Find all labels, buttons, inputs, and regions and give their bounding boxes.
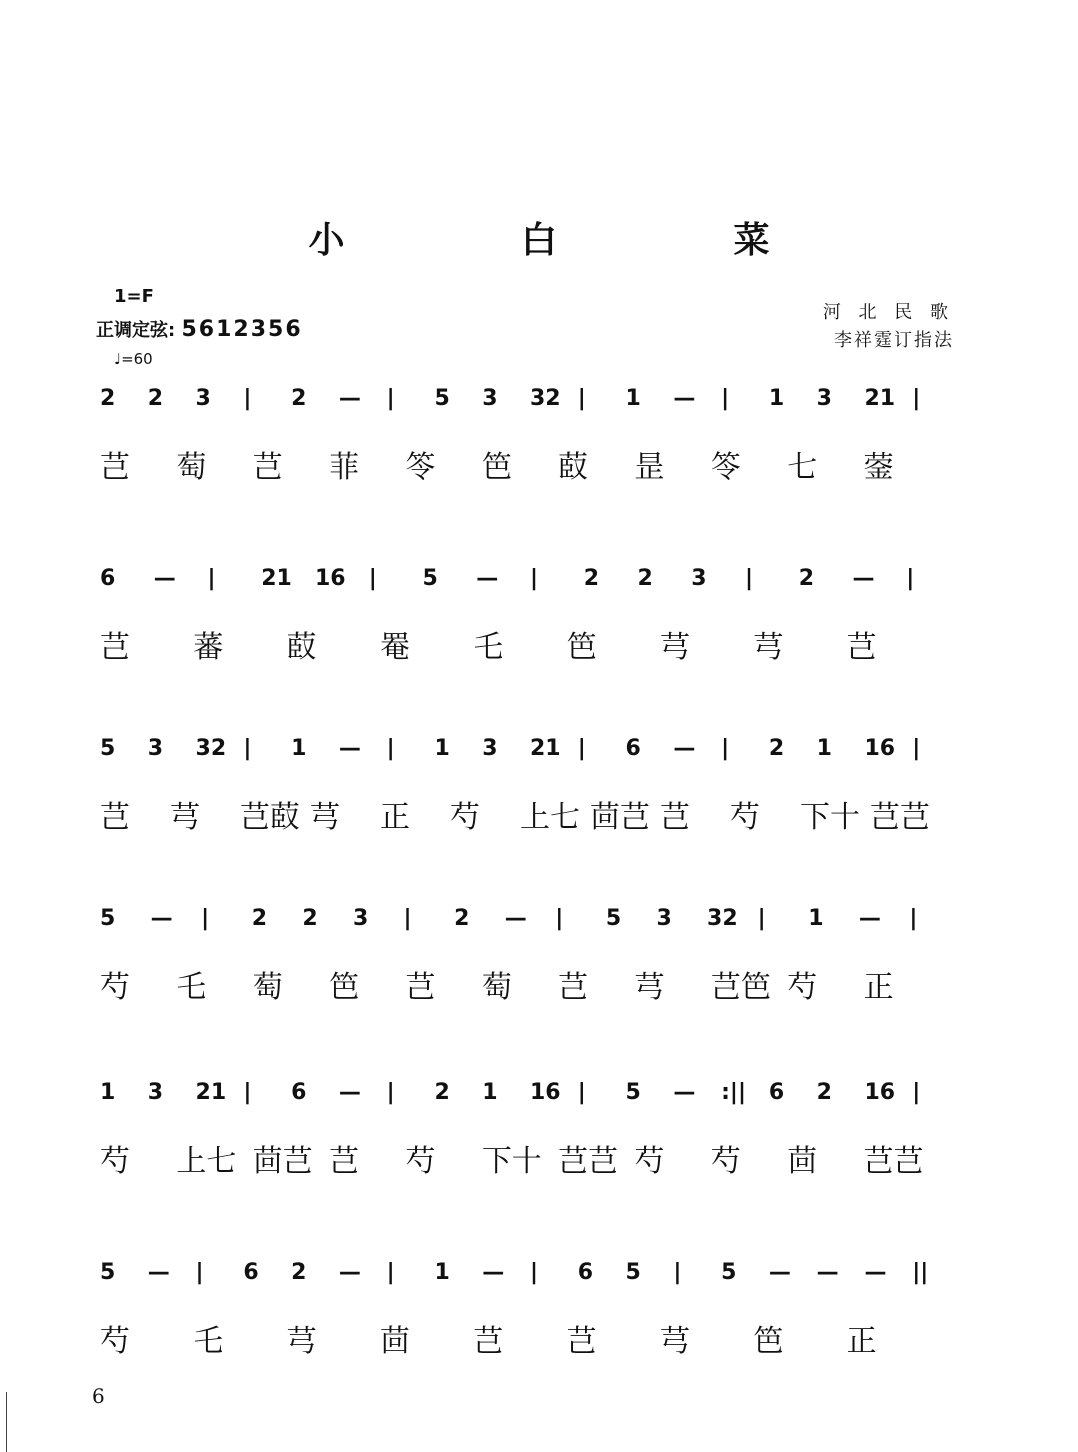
jianpu-note: 3 [147, 1080, 164, 1105]
tablature-character: 笆 [481, 450, 512, 485]
jianpu-note: 3 [816, 386, 832, 411]
jianpu-note: 2 [251, 906, 268, 931]
tablature-character: 萄 [481, 970, 512, 1005]
jianpu-note: 6 [243, 1260, 259, 1285]
tablature-character: 萄 [176, 450, 207, 485]
notation-line-4 [100, 900, 970, 1030]
jianpu-note: 3 [147, 736, 164, 761]
jianpu-note: 6 [577, 1260, 594, 1285]
tablature-character: 芑 [405, 970, 436, 1005]
jianpu-note: 1 [434, 736, 450, 761]
jianpu-note: 16 [864, 1080, 896, 1105]
jianpu-note: 3 [195, 386, 211, 411]
jianpu-note: — [153, 566, 176, 591]
jianpu-note: 2 [291, 386, 307, 411]
jianpu-row [100, 380, 970, 426]
notation-line-3 [100, 730, 970, 860]
jianpu-note: 1 [100, 1080, 116, 1105]
jianpu-note: 2 [434, 1080, 450, 1105]
tablature-character: 芎 [753, 630, 784, 665]
jianpu-note: 5 [721, 1260, 737, 1285]
barline: | [912, 736, 921, 761]
jianpu-note: 16 [530, 1080, 561, 1105]
jianpu-note: — [338, 1080, 361, 1105]
jianpu-note: — [768, 1260, 791, 1285]
page-edge-line [6, 1392, 7, 1452]
tablature-character: 芎 [660, 1324, 690, 1359]
jianpu-note: — [476, 566, 499, 591]
barline: :|| [721, 1080, 746, 1105]
key-signature: 1=F [114, 286, 154, 307]
tablature-character: 芑芑 [558, 1144, 619, 1179]
barline: | [577, 386, 586, 411]
barline: | [555, 906, 564, 931]
tablature-character: 正 [863, 970, 894, 1005]
barline: | [201, 906, 210, 931]
tablature-character: 茴 [380, 1324, 410, 1359]
tablature-character: 笭 [405, 450, 436, 485]
tablature-character: 芑 [329, 1144, 360, 1179]
jianpu-note: — [852, 566, 875, 591]
jianpu-note: 2 [302, 906, 318, 931]
barline: | [721, 386, 730, 411]
jianpu-note: 5 [422, 566, 438, 591]
jianpu-note: 2 [583, 566, 600, 591]
jianpu-note: 5 [625, 1080, 641, 1105]
jianpu-note: 2 [147, 386, 164, 411]
tablature-character: 菲 [329, 450, 360, 485]
jianpu-note: 2 [816, 1080, 832, 1105]
jianpu-note: — [482, 1260, 505, 1285]
jianpu-note: — [864, 1260, 887, 1285]
jianpu-note: — [673, 386, 696, 411]
jianpu-note: 1 [291, 736, 307, 761]
barline: || [912, 1260, 929, 1285]
tablature-character: 芍 [730, 800, 760, 835]
jianpu-note: 2 [100, 386, 116, 411]
jianpu-note: 21 [530, 736, 561, 761]
barline: | [906, 566, 915, 591]
tuning-label: 正调定弦: [96, 320, 176, 341]
tablature-character: 乇 [176, 970, 207, 1005]
jianpu-note: 6 [291, 1080, 307, 1105]
notation-line-6 [100, 1254, 970, 1384]
tablature-character: 七 [787, 450, 818, 485]
tablature-character: 芍 [450, 800, 480, 835]
tablature-character: 正 [846, 1324, 877, 1359]
notation-line-5 [100, 1074, 970, 1204]
barline: | [530, 1260, 539, 1285]
barline: | [243, 736, 252, 761]
tablature-character: 下十 [481, 1144, 542, 1179]
jianpu-note: 5 [625, 1260, 641, 1285]
barline: | [386, 1080, 395, 1105]
tablature-character: 芎 [660, 630, 690, 665]
tablature-character: 芍 [100, 1324, 130, 1359]
tablature-character: 芑笆 [710, 970, 771, 1005]
jianpu-note: 5 [434, 386, 450, 411]
barline: | [386, 386, 395, 411]
jianpu-note: 21 [864, 386, 896, 411]
tablature-character: 芎 [634, 970, 665, 1005]
jianpu-note: 6 [625, 736, 641, 761]
jianpu-note: 2 [637, 566, 653, 591]
tablature-character: 芎 [310, 800, 340, 835]
page-title: 小 白 菜 [308, 219, 852, 261]
tablature-character: 芑 [566, 1324, 597, 1359]
barline: | [577, 736, 586, 761]
jianpu-note: 5 [605, 906, 622, 931]
tablature-character: 萄 [252, 970, 283, 1005]
jianpu-note: 32 [707, 906, 738, 931]
tablature-character: 菣 [286, 630, 317, 665]
jianpu-note: — [673, 1080, 696, 1105]
tablature-character: 上七 [520, 800, 580, 835]
jianpu-note: — [858, 906, 881, 931]
barline: | [912, 386, 921, 411]
notation-line-1 [100, 380, 970, 510]
tablature-character: 笆 [566, 630, 597, 665]
tuning-notes: 5612356 [181, 317, 303, 342]
jianpu-note: — [673, 736, 696, 761]
tablature-character: 芍 [100, 1144, 130, 1179]
jianpu-note: 2 [454, 906, 470, 931]
page-number: 6 [92, 1384, 105, 1408]
jianpu-note: 5 [100, 736, 116, 761]
jianpu-note: 32 [195, 736, 227, 761]
jianpu-note: 1 [625, 386, 641, 411]
jianpu-note: — [338, 736, 361, 761]
credit-fingering: 李祥霆订指法 [834, 330, 954, 351]
jianpu-note: 16 [315, 566, 346, 591]
tablature-character: 茴芑 [252, 1144, 313, 1179]
barline: | [745, 566, 754, 591]
jianpu-note: — [816, 1260, 839, 1285]
jianpu-row [100, 730, 970, 776]
jianpu-note: 1 [482, 1080, 498, 1105]
tablature-character: 正 [380, 800, 410, 835]
tablature-character: 芍 [787, 970, 818, 1005]
tablature-character: 芍 [100, 970, 130, 1005]
tablature-character: 笆 [329, 970, 360, 1005]
tablature-character: 芑菣 [240, 800, 300, 835]
tablature-character: 芑芑 [870, 800, 930, 835]
tablature-character: 昰 [634, 450, 665, 485]
tablature-character: 罨 [380, 630, 410, 665]
tablature-character: 芑 [100, 800, 130, 835]
tablature-character: 茴 [787, 1144, 818, 1179]
barline: | [757, 906, 766, 931]
barline: | [368, 566, 377, 591]
tablature-character: 上七 [176, 1144, 237, 1179]
tablature-character: 茴芑 [590, 800, 650, 835]
tablature-character: 芍 [405, 1144, 436, 1179]
barline: | [673, 1260, 682, 1285]
jianpu-note: 5 [100, 1260, 116, 1285]
tablature-character: 芑 [558, 970, 589, 1005]
tablature-character: 芑 [660, 800, 690, 835]
tablature-character: 芑 [473, 1324, 504, 1359]
jianpu-row [100, 900, 970, 946]
barline: | [386, 736, 395, 761]
barline: | [909, 906, 918, 931]
jianpu-note: 3 [691, 566, 707, 591]
tablature-character: 乇 [473, 630, 504, 665]
jianpu-note: 16 [864, 736, 896, 761]
jianpu-note: — [150, 906, 173, 931]
jianpu-note: 5 [100, 906, 116, 931]
tablature-character: 笭 [710, 450, 741, 485]
jianpu-note: 6 [768, 1080, 785, 1105]
jianpu-note: 1 [434, 1260, 450, 1285]
jianpu-note: — [504, 906, 527, 931]
jianpu-note: — [338, 1260, 361, 1285]
tablature-character: 芍 [710, 1144, 741, 1179]
tablature-character: 芑 [100, 450, 130, 485]
notation-line-2 [100, 560, 970, 690]
jianpu-note: 1 [816, 736, 832, 761]
jianpu-note: 1 [808, 906, 824, 931]
jianpu-note: 32 [530, 386, 561, 411]
barline: | [243, 1080, 252, 1105]
barline: | [912, 1080, 921, 1105]
jianpu-note: 21 [261, 566, 292, 591]
barline: | [207, 566, 216, 591]
jianpu-note: 3 [482, 386, 498, 411]
tablature-character: 菣 [558, 450, 589, 485]
tablature-character: 芍 [634, 1144, 665, 1179]
tablature-character: 乇 [193, 1324, 224, 1359]
jianpu-note: 2 [798, 566, 815, 591]
barline: | [403, 906, 412, 931]
barline: | [386, 1260, 395, 1285]
tablature-character: 芑 [252, 450, 283, 485]
jianpu-note: 3 [352, 906, 369, 931]
tempo-marking: ♩=60 [114, 350, 153, 368]
credit-origin: 河 北 民 歌 [822, 302, 954, 323]
jianpu-note: 3 [656, 906, 672, 931]
barline: | [243, 386, 252, 411]
jianpu-note: — [338, 386, 361, 411]
jianpu-note: 21 [195, 1080, 227, 1105]
tuning-line [96, 316, 303, 342]
jianpu-row [100, 1254, 970, 1300]
barline: | [195, 1260, 204, 1285]
jianpu-note: 2 [768, 736, 785, 761]
jianpu-note: 1 [768, 386, 785, 411]
tablature-character: 笆 [753, 1324, 784, 1359]
tablature-character: 蕃 [193, 630, 224, 665]
jianpu-note: 6 [100, 566, 116, 591]
tablature-character: 芑 [100, 630, 130, 665]
tablature-character: 下十 [800, 800, 860, 835]
jianpu-row [100, 1074, 970, 1120]
barline: | [721, 736, 730, 761]
tablature-character: 芎 [286, 1324, 317, 1359]
barline: | [577, 1080, 586, 1105]
jianpu-note: 3 [482, 736, 498, 761]
jianpu-note: — [147, 1260, 170, 1285]
tablature-character: 芎 [170, 800, 200, 835]
tablature-character: 芑芑 [863, 1144, 924, 1179]
jianpu-row [100, 560, 970, 606]
tablature-character: 芑 [846, 630, 877, 665]
barline: | [530, 566, 539, 591]
jianpu-note: 2 [291, 1260, 307, 1285]
tablature-character: 蓥 [863, 450, 894, 485]
